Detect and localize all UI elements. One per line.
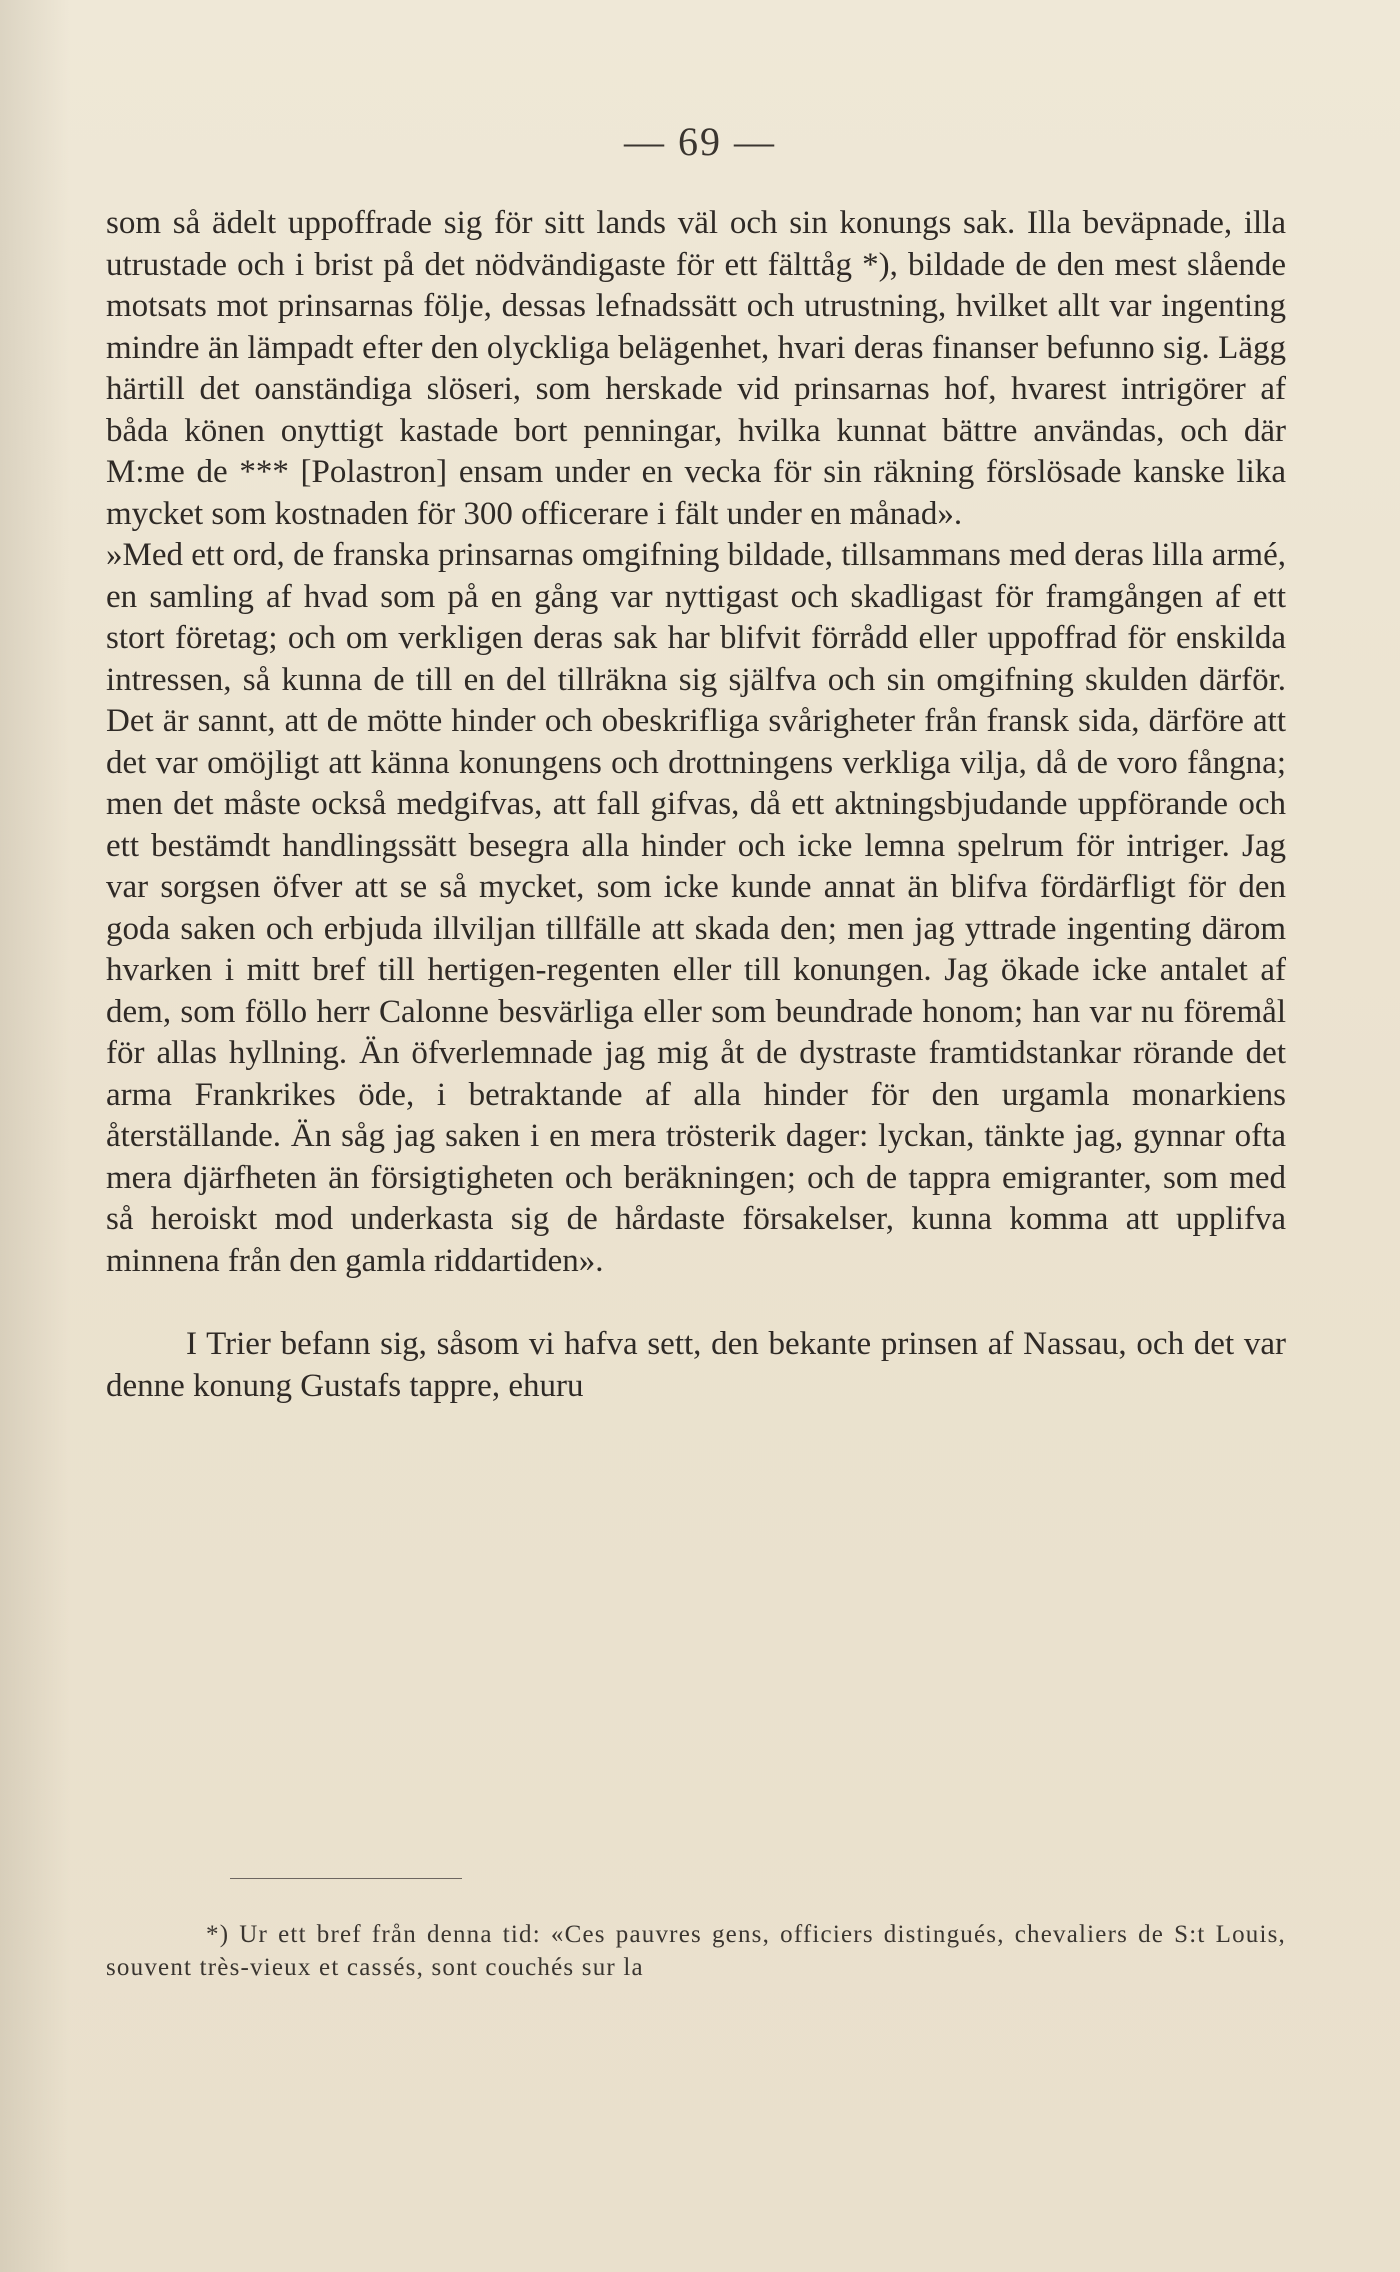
page-number: — 69 —: [624, 119, 776, 164]
footnote-mark: *): [206, 1921, 230, 1948]
paragraph-3: I Trier befann sig, såsom vi hafva sett, den bekante prinsen af Nassau, och det var denne konung Gustafs tappre, ehuru: [106, 1326, 1286, 1404]
footnote: [106, 1918, 1286, 1984]
footnote-divider: [230, 1878, 462, 1879]
body-text: [106, 203, 1286, 1407]
paragraph-gap: [106, 1282, 1286, 1324]
footnote-text: Ur ett bref från denna tid: «Ces pauvres gens, officiers distingués, chevaliers de S:t Louis, souvent très-vieux et cassés, sont couchés sur la: [106, 1921, 1286, 1981]
paragraph-1: som så ädelt uppoffrade sig för sitt lands väl och sin konungs sak. Illa beväpnade, illa utrustade och i brist på det nödvändigaste för ett fälttåg *), bildade de den mest slående motsats mot prinsarnas följe, dessas lefnadssätt och utrustning, hvilket allt var ingenting mindre än lämpadt efter den olyckliga belägenhet, hvari deras finanser befunno sig. Lägg härtill det oanständiga slöseri, som herskade vid prinsarnas hof, hvarest intrigörer af båda könen onyttigt kastade bort penningar, hvilka kunnat bättre användas, och där M:me de *** [Polastron] ensam under en vecka för sin räkning förslösade kanske lika mycket som kostnaden för 300 officerare i fält under en månad».: [106, 205, 1286, 532]
paragraph-2: »Med ett ord, de franska prinsarnas omgifning bildade, tillsammans med deras lilla armé, en samling af hvad som på en gång var nyttigast och skadligast för framgången af ett stort företag; och om verkligen deras sak har blifvit förrådd eller uppoffrad för enskilda intressen, så kunna de till en del tillräkna sig själfva och sin omgifning skulden därför. Det är sannt, att de mötte hinder och obeskrifliga svårigheter från fransk sida, därföre att det var omöjligt att känna konungens och drottningens verkliga vilja, då de voro fångna; men det måste också medgifvas, att fall gifvas, då ett aktningsbjudande uppförande och ett bestämdt handlingssätt besegra alla hinder och icke lemna spelrum för intriger. Jag var sorgsen öfver att se så mycket, som icke kunde annat än blifva fördärfligt för den goda saken och erbjuda illviljan tillfälle att skada den; men jag yttrade ingenting därom hvarken i mitt bref till hertigen-regenten eller till konungen. Jag ökade icke antalet af dem, som föllo herr Calonne besvärliga eller som beundrade honom; han var nu föremål för allas hyllning. Än öfverlemnade jag mig åt de dystraste framtidstankar rörande det arma Frankrikes öde, i betraktande af alla hinder för den urgamla monarkiens återställande. Än såg jag saken i en mera trösterik dager: lyckan, tänkte jag, gynnar ofta mera djärfheten än försigtigheten och beräkningen; och de tappra emigranter, som med så heroiskt mod underkasta sig de hårdaste försakelser, kunna komma att upplifva minnena från den gamla riddartiden».: [106, 537, 1286, 1279]
